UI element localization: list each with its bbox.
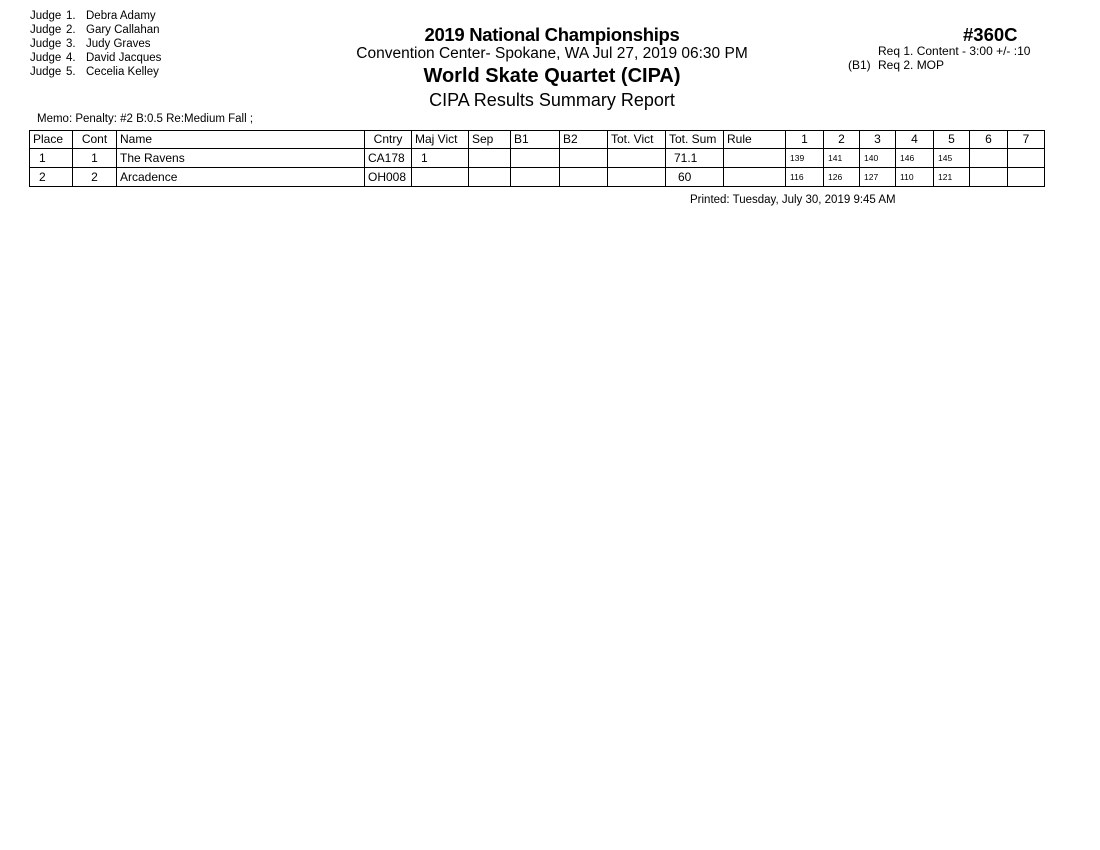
table-row: [30, 168, 1045, 187]
table-row: [30, 149, 1045, 168]
results-table: [29, 130, 1045, 187]
judge-label: Judge: [30, 52, 62, 64]
judge-number: 4.: [66, 52, 76, 64]
judge-score-cell: [1008, 168, 1045, 187]
column-header: 5: [934, 131, 970, 149]
place-cell: 1: [30, 149, 73, 168]
rule-cell: [724, 168, 786, 187]
requirement-line: [848, 44, 1030, 58]
column-header: 4: [896, 131, 934, 149]
b2-cell: [560, 168, 608, 187]
cont-cell: 1: [73, 149, 117, 168]
memo: Memo: Penalty: #2 B:0.5 Re:Medium Fall ;: [37, 113, 254, 125]
column-header: 2: [824, 131, 860, 149]
sep-cell: [469, 149, 511, 168]
judge-line: [30, 23, 161, 37]
b1-cell: [511, 149, 560, 168]
judge-score-cell: 145: [934, 149, 970, 168]
judge-score-cell: [970, 168, 1008, 187]
judge-name: Cecelia Kelley: [86, 66, 159, 78]
report-title: CIPA Results Summary Report: [429, 90, 675, 110]
column-header: Name: [117, 131, 365, 149]
report-header: [300, 24, 804, 111]
judge-score-cell: 140: [860, 149, 896, 168]
judge-name: Debra Adamy: [86, 10, 156, 22]
column-header: Cntry: [365, 131, 412, 149]
tot-vict-cell: [608, 149, 666, 168]
judge-score-cell: [1008, 149, 1045, 168]
event-title: 2019 National Championships: [424, 24, 680, 45]
judge-number: 2.: [66, 24, 76, 36]
event-number: #360C: [963, 24, 1018, 45]
column-header: Tot. Vict: [608, 131, 666, 149]
judge-label: Judge: [30, 66, 62, 78]
competition-name: World Skate Quartet (CIPA): [423, 65, 681, 87]
judge-score-cell: [970, 149, 1008, 168]
judge-score-cell: 146: [896, 149, 934, 168]
printed-timestamp: Printed: Tuesday, July 30, 2019 9:45 AM: [690, 194, 896, 206]
b1-cell: [511, 168, 560, 187]
tot-sum-cell: 71.1: [666, 149, 724, 168]
column-header: Cont: [73, 131, 117, 149]
sep-cell: [469, 168, 511, 187]
judge-list: [30, 9, 161, 79]
judge-number: 3.: [66, 38, 76, 50]
column-header: 6: [970, 131, 1008, 149]
judge-score-cell: 126: [824, 168, 860, 187]
name-cell: The Ravens: [117, 149, 365, 168]
judge-line: [30, 65, 161, 79]
column-header: Sep: [469, 131, 511, 149]
judge-line: [30, 37, 161, 51]
judge-label: Judge: [30, 24, 62, 36]
judge-score-cell: 139: [786, 149, 824, 168]
tot-vict-cell: [608, 168, 666, 187]
column-header: 7: [1008, 131, 1045, 149]
judge-score-cell: 127: [860, 168, 896, 187]
maj-vict-cell: 1: [412, 149, 469, 168]
cntry-cell: OH008: [365, 168, 412, 187]
rule-cell: [724, 149, 786, 168]
column-header: Rule: [724, 131, 786, 149]
requirement-text: Req 2. MOP: [878, 58, 945, 72]
judge-label: Judge: [30, 38, 62, 50]
name-cell: Arcadence: [117, 168, 365, 187]
judge-score-cell: 110: [896, 168, 934, 187]
judge-number: 1.: [66, 10, 76, 22]
column-header: 1: [786, 131, 824, 149]
venue-datetime: Convention Center- Spokane, WA Jul 27, 2019 06:30 PM: [356, 45, 748, 62]
column-header: 3: [860, 131, 896, 149]
judge-line: [30, 51, 161, 65]
b2-cell: [560, 149, 608, 168]
judge-label: Judge: [30, 10, 62, 22]
maj-vict-cell: [412, 168, 469, 187]
cont-cell: 2: [73, 168, 117, 187]
column-header: Place: [30, 131, 73, 149]
judge-name: David Jacques: [86, 52, 162, 64]
judge-score-cell: 116: [786, 168, 824, 187]
judge-name: Judy Graves: [86, 38, 151, 50]
cntry-cell: CA178: [365, 149, 412, 168]
column-header: Tot. Sum: [666, 131, 724, 149]
judge-score-cell: 121: [934, 168, 970, 187]
judge-line: [30, 9, 161, 23]
place-cell: 2: [30, 168, 73, 187]
tot-sum-cell: 60: [666, 168, 724, 187]
requirement-prefix: (B1): [848, 58, 871, 72]
table-header-row: [30, 131, 1045, 149]
column-header: Maj Vict: [412, 131, 469, 149]
requirement-line: [848, 58, 1030, 72]
column-header: B2: [560, 131, 608, 149]
column-header: B1: [511, 131, 560, 149]
judge-name: Gary Callahan: [86, 24, 160, 36]
judge-score-cell: 141: [824, 149, 860, 168]
judge-number: 5.: [66, 66, 76, 78]
requirements: [848, 44, 1030, 72]
requirement-text: Req 1. Content - 3:00 +/- :10: [878, 44, 1031, 58]
